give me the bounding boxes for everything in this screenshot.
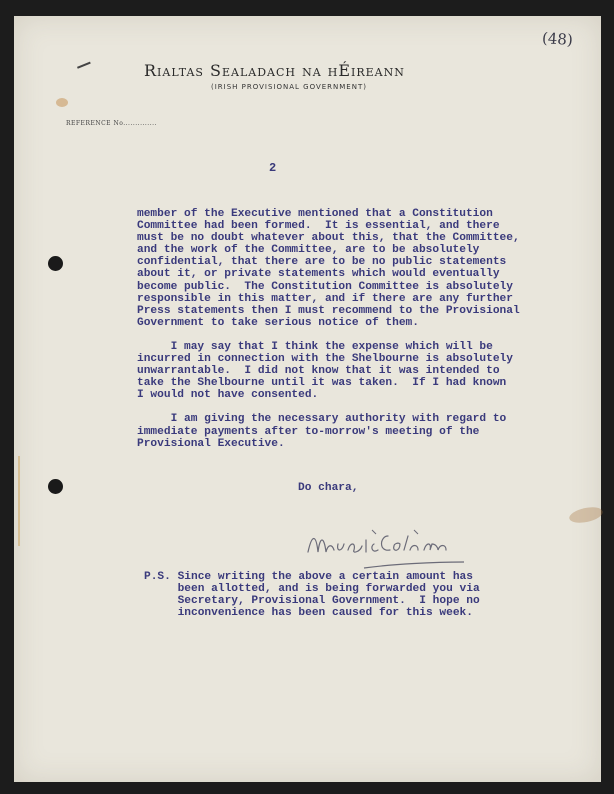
paper-stain (568, 505, 604, 526)
paragraph: member of the Executive mentioned that a Constitution Committee had been formed. It is essential, and there must be no doubt whatever about this, that the Committee, and the work of the Committee, are to be absolutely confidential, that there are to be no public statements about it, or private statements which would eventually become public. The Constitution Committee is absolutely responsible in this matter, and if there are any further Press statements then I must recommend to the Provisional Government to take serious notice of them. (137, 208, 520, 329)
closing-salutation: Do chara, (298, 482, 359, 494)
paragraph: I may say that I think the expense which will be incurred in connection with the Shelbourne is absolutely unwarrantable. I did not know that it was intended to take the Shelbourne until it was taken. If I had known I would not have consented. (137, 340, 513, 402)
page-number: 2 (269, 161, 277, 175)
letterhead-title: Rialtas Sealadach na hÉireann (144, 61, 405, 80)
reference-number-line: REFERENCE No.............. (66, 120, 157, 127)
paper-edge-stain (18, 456, 20, 546)
letter-page (14, 16, 601, 782)
ink-mark (77, 62, 93, 75)
postscript: P.S. Since writing the above a certain amount has been allotted, and is being forwarded you via Secretary, Provisional Government. I hope no inconvenience has been caused for this week. (144, 571, 480, 620)
letterhead-subtitle: (IRISH PROVISIONAL GOVERNMENT) (211, 83, 367, 91)
paragraph: I am giving the necessary authority with regard to immediate payments after to-morrow's meeting of the Provisional Executive. (137, 413, 507, 450)
punch-hole (48, 479, 63, 494)
paper-stain (56, 98, 68, 107)
letter-body (137, 208, 567, 462)
archive-reference: (48) (541, 28, 574, 50)
handwritten-signature (304, 522, 484, 575)
punch-hole (48, 256, 63, 271)
